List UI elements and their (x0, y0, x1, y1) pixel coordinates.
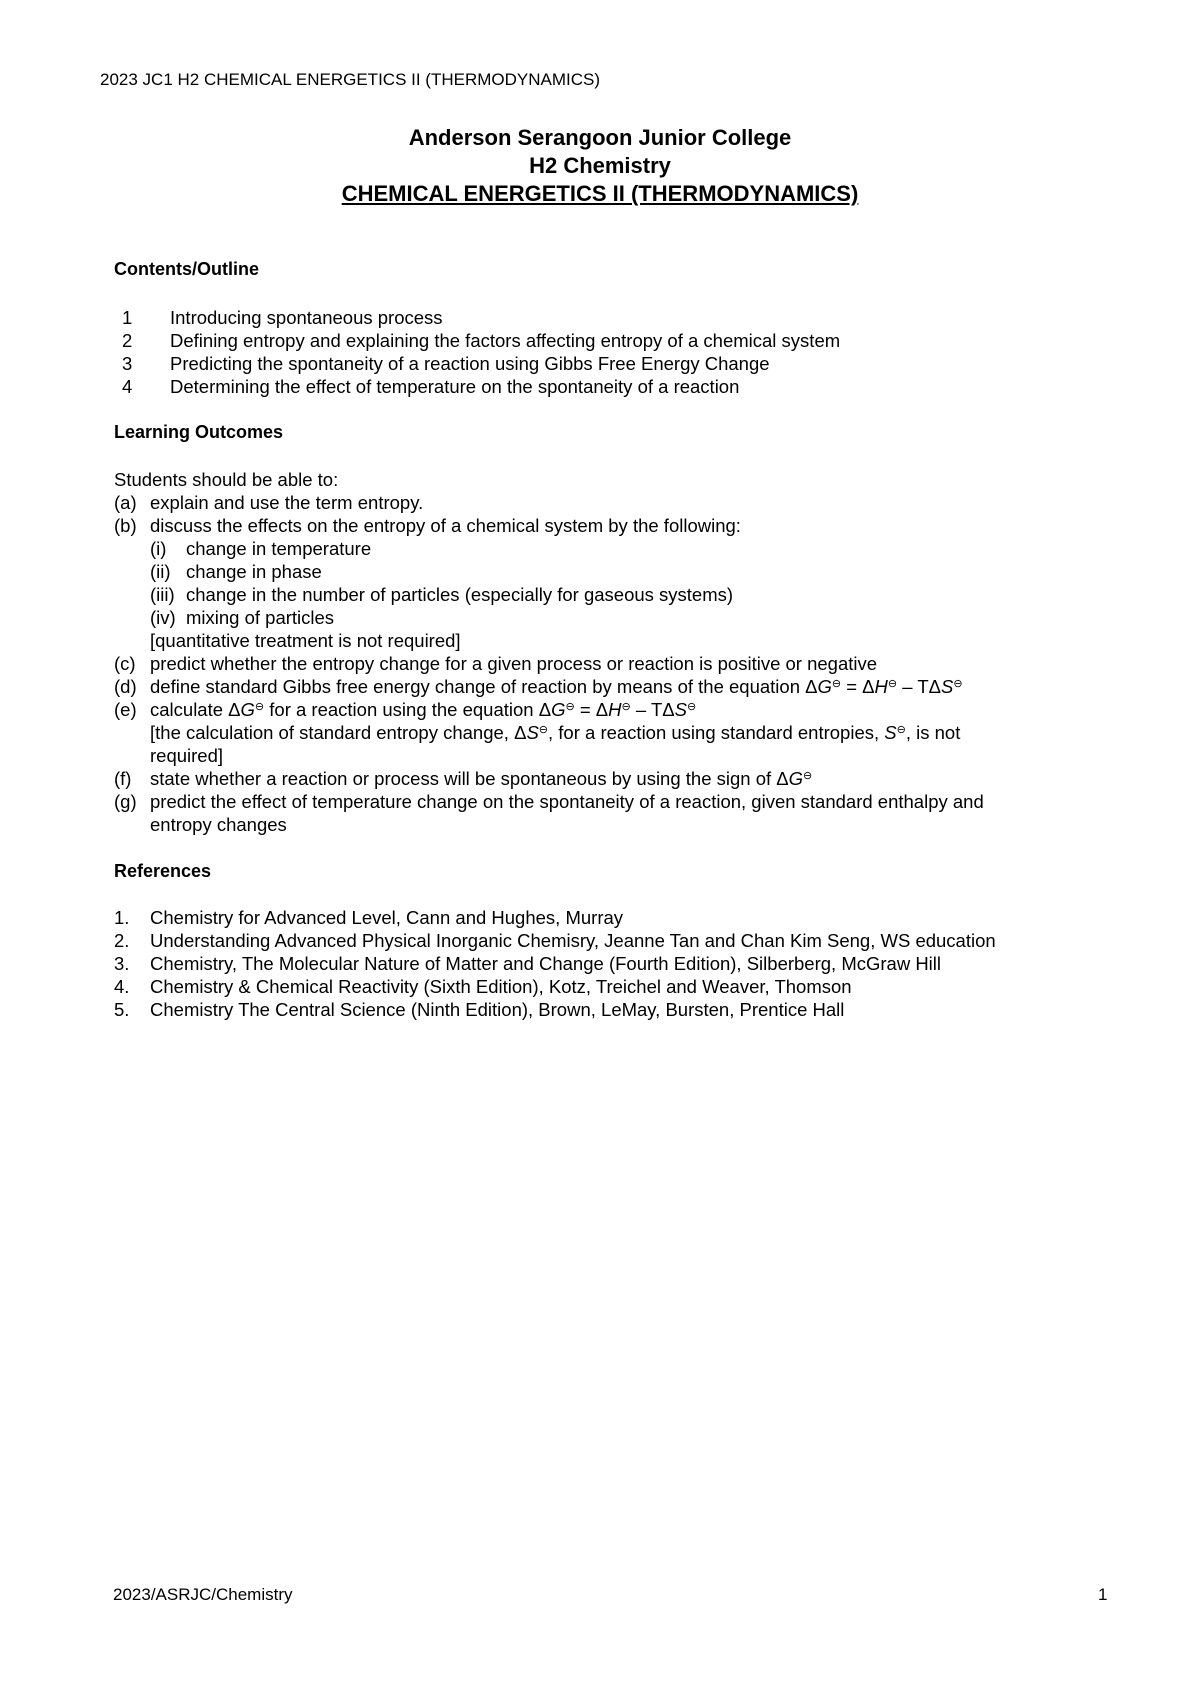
outcome-b: (b) discuss the effects on the entropy of a chemical system by the following: (114, 515, 741, 536)
reference-item: 2. Understanding Advanced Physical Inorganic Chemisry, Jeanne Tan and Chan Kim Seng, WS education (114, 930, 996, 951)
outcomes-heading: Learning Outcomes (114, 422, 284, 442)
reference-item: 1. Chemistry for Advanced Level, Cann and Hughes, Murray (114, 907, 624, 928)
contents-heading: Contents/Outline (114, 259, 259, 279)
page-header: 2023 JC1 H2 CHEMICAL ENERGETICS II (THERMODYNAMICS) (100, 70, 601, 89)
reference-item: 3. Chemistry, The Molecular Nature of Matter and Change (Fourth Edition), Silberberg, McGraw Hill (114, 953, 942, 974)
outcome-b-iv: (iv) mixing of particles (150, 607, 335, 628)
outcomes-intro: Students should be able to: (114, 469, 339, 490)
outcome-e: (e) calculate ΔG⊖ for a reaction using the equation ΔG⊖ = ΔH⊖ – TΔS⊖ (114, 699, 697, 720)
outcome-a: (a) explain and use the term entropy. (114, 492, 424, 513)
outcome-g-cont: entropy changes (150, 814, 287, 835)
outcome-b-i: (i) change in temperature (150, 538, 372, 559)
title-block (0, 124, 1200, 208)
outcome-b-iii: (iii) change in the number of particles (especially for gaseous systems) (150, 584, 734, 605)
outcome-d: (d) define standard Gibbs free energy change of reaction by means of the equation ΔG⊖ = ΔH⊖ – TΔS⊖ (114, 676, 963, 697)
topic-title: CHEMICAL ENERGETICS II (THERMODYNAMICS) (341, 181, 859, 206)
outcome-b-note: [quantitative treatment is not required] (150, 630, 461, 651)
outcome-e-note-cont: required] (150, 745, 224, 766)
reference-item: 5. Chemistry The Central Science (Ninth Edition), Brown, LeMay, Bursten, Prentice Hall (114, 999, 845, 1020)
subject-name: H2 Chemistry (529, 153, 671, 178)
footer-text: 2023/ASRJC/Chemistry (113, 1585, 293, 1604)
outcome-b-ii: (ii) change in phase (150, 561, 322, 582)
references-heading: References (114, 861, 212, 881)
outcome-f: (f) state whether a reaction or process will be spontaneous by using the sign of ΔG⊖ (114, 768, 813, 789)
outcome-g: (g) predict the effect of temperature change on the spontaneity of a reaction, given standard enthalpy and (114, 791, 984, 812)
reference-item: 4. Chemistry & Chemical Reactivity (Sixth Edition), Kotz, Treichel and Weaver, Thomson (114, 976, 852, 997)
outcome-c: (c) predict whether the entropy change for a given process or reaction is positive or negative (114, 653, 878, 674)
outcome-e-note: [the calculation of standard entropy change, ΔS⊖, for a reaction using standard entropies, S⊖, is not (150, 722, 961, 743)
college-name: Anderson Serangoon Junior College (408, 125, 792, 150)
page-number: 1 (1098, 1585, 1108, 1604)
